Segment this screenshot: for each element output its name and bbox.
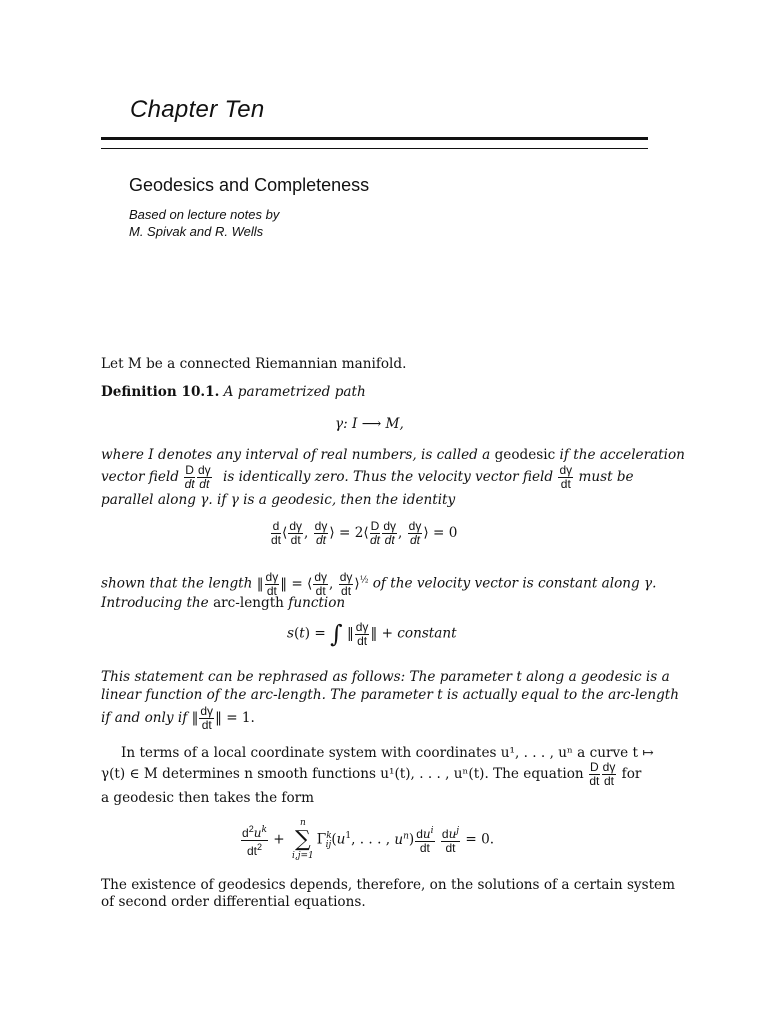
def-text-a: where I denotes any interval of real numbers, is called a <box>101 447 491 463</box>
def-term-geodesic: geodesic <box>494 447 556 463</box>
fraction-D-dt: $\frac{D}{dt}$ <box>184 463 195 491</box>
byline <box>129 206 279 240</box>
definition-line-1 <box>101 447 685 464</box>
chapter-heading: Chapter Ten <box>130 96 265 123</box>
local-coordinates-line-2: γ(t) ∈ M determines n smooth functions u¹(t), . . . , uⁿ(t). The equation $\frac{D}{dt}$ $\frac{d\gamma}{dt}$ for <box>101 760 642 788</box>
heading-rule-thick <box>101 137 648 140</box>
term-arc-length: arc-length <box>213 595 284 611</box>
fraction-dgamma-dt-2: $\frac{d\gamma}{dt}$ <box>559 463 573 491</box>
section-title: Geodesics and Completeness <box>129 175 370 195</box>
def2-text-a: vector field <box>101 469 179 485</box>
length-text-a: shown that the length <box>101 575 253 592</box>
existence-line-2: of second order differential equations. <box>101 894 366 910</box>
definition-lead: A parametrized path <box>223 384 366 400</box>
def-text-c: if the acceleration <box>559 447 685 463</box>
def2-text-c: must be <box>578 469 634 485</box>
definition-line-3: parallel along γ. if γ is a geodesic, then the identity <box>101 492 456 508</box>
fraction-dgamma-dt: $\frac{d\gamma}{dt}$ <box>197 463 211 491</box>
equation-identity: $\frac{d}{dt}$ ⟨ $\frac{d\gamma}{dt}$ , $\frac{d\gamma}{dt}$ ⟩ = 2⟨ $\frac{D}{dt}$ $\frac{d\gamma}{dt}$ , $\frac{d\gamma}{dt}$ ⟩ = 0 <box>271 519 458 547</box>
rephrase-text-a: if and only if <box>101 710 188 726</box>
heading-rule-thin <box>101 148 648 149</box>
local-coordinates-line-1: In terms of a local coordinate system with coordinates u¹, . . . , uⁿ a curve t ↦ <box>121 745 654 761</box>
introducing-line <box>101 595 345 612</box>
rephrase-line-1: This statement can be rephrased as follows: The parameter t along a geodesic is a <box>101 669 670 685</box>
arc-constant: + constant <box>381 625 457 642</box>
byline-line-1: Based on lecture notes by <box>129 207 280 222</box>
local-text-b: for <box>621 766 642 782</box>
introducing-text-c: function <box>288 595 346 611</box>
rephrase-line-2: linear function of the arc-length. The parameter t is actually equal to the arc-length <box>101 687 680 703</box>
definition-label: Definition 10.1. <box>101 384 220 400</box>
definition-heading <box>101 384 366 401</box>
definition-line-2 <box>101 463 634 491</box>
length-line: shown that the length ‖ $\frac{d\gamma}{dt}$ ‖ = ⟨ $\frac{d\gamma}{dt}$ , $\frac{d\gamma}{dt}$ ⟩$^{\frac{1}{2}}$ of the velocity vector is constant along γ. <box>101 569 657 598</box>
def2-text-b: is identically zero. Thus the velocity vector field <box>222 469 554 485</box>
local-coordinates-line-3: a geodesic then takes the form <box>101 790 315 806</box>
intro-sentence: Let M be a connected Riemannian manifold. <box>101 356 407 372</box>
equation-path: γ: I ⟶ M, <box>335 416 404 432</box>
rephrase-line-3: if and only if ‖ $\frac{d\gamma}{dt}$ ‖ = 1. <box>101 704 255 732</box>
local-text-a: γ(t) ∈ M determines n smooth functions u¹(t), . . . , uⁿ(t). The equation <box>101 766 584 782</box>
equation-geodesic: $\frac{d^2u^k}{dt^2}$ + n ∑ i,j=1 $\Gamma^k_{ij}(u^1$, . . . , $u^n$) $\frac{du^i}{dt}$ $\frac{du^j}{dt}$ = 0. <box>242 818 495 861</box>
equation-arc-length: s(t) = ∫ ‖ $\frac{d\gamma}{dt}$ ‖ + constant <box>287 619 457 648</box>
rephrase-text-b: = 1. <box>226 710 255 726</box>
byline-line-2: M. Spivak and R. Wells <box>129 224 264 239</box>
introducing-text-a: Introducing the <box>101 595 209 611</box>
existence-line-1: The existence of geodesics depends, therefore, on the solutions of a certain system <box>101 877 675 893</box>
length-text-b: of the velocity vector is constant along γ. <box>372 575 657 592</box>
